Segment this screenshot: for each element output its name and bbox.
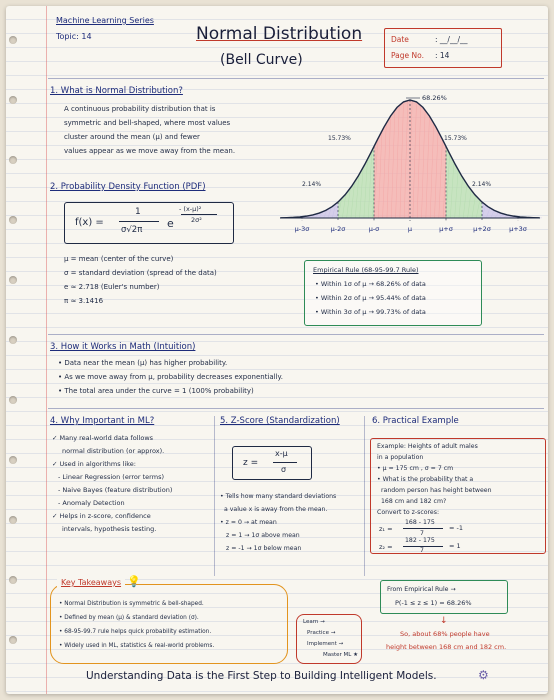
z1-numerator: 168 - 175 xyxy=(405,519,435,526)
pdf-numerator: 1 xyxy=(135,207,141,217)
example-line: • What is the probability that a xyxy=(377,476,474,483)
example-line: in a population xyxy=(377,454,424,461)
empirical-result-box xyxy=(380,580,508,614)
gear-brain-icon: ⚙ xyxy=(478,668,489,682)
section-5-body xyxy=(220,490,370,555)
date-label: Date xyxy=(391,35,409,44)
pdf-e: e xyxy=(167,217,174,230)
section-4-body xyxy=(52,432,212,536)
page-title: Normal Distribution xyxy=(196,24,363,44)
z1-denominator: 7 xyxy=(420,530,424,537)
pdf-denominator: σ√2π xyxy=(121,225,143,235)
binder-holes xyxy=(6,6,20,694)
example-line: 168 cm and 182 cm? xyxy=(381,498,447,505)
sigma-tick-label: μ-3σ xyxy=(294,225,310,233)
date-value: : __/__/__ xyxy=(435,35,468,44)
flow-steps xyxy=(303,617,358,661)
pct-label-low-right: 2.14% xyxy=(472,181,492,188)
section-4-line: ✓ Many real-world data follows xyxy=(52,434,154,442)
section-5-line: • Tells how many standard deviations xyxy=(220,493,337,500)
empirical-rule-item: • Within 3σ of μ → 99.73% of data xyxy=(315,308,426,316)
pdf-fx: f(x) = xyxy=(75,217,104,228)
sigma-tick-label: μ-σ xyxy=(368,225,380,233)
pct-label-low-left: 2.14% xyxy=(302,181,322,188)
section-3-line: • As we move away from μ, probability decreases exponentially. xyxy=(58,373,283,381)
answer-line: So, about 68% people have xyxy=(400,630,490,638)
pct-label-mid-right: 15.73% xyxy=(444,135,467,142)
section-1-line: values appear as we move away from the mean. xyxy=(64,147,236,155)
section-4-line: - Anomaly Detection xyxy=(58,499,125,507)
z-numerator: x-μ xyxy=(275,449,288,458)
section-3-body xyxy=(58,356,458,398)
pdf-exp-bar xyxy=(181,214,217,215)
section-1-heading: 1. What is Normal Distribution? xyxy=(50,86,183,96)
topic-label: Topic: 14 xyxy=(56,32,92,41)
sigma-tick-label: μ+σ xyxy=(439,225,453,233)
pdf-def: π ≈ 3.1416 xyxy=(64,297,104,305)
section-4-line: ✓ Used in algorithms like: xyxy=(52,460,136,468)
section-4-line: - Naive Bayes (feature distribution) xyxy=(58,486,173,494)
pdf-def: e ≈ 2.718 (Euler's number) xyxy=(64,283,160,291)
page-subtitle: (Bell Curve) xyxy=(220,52,303,68)
z1-label: z₁ = xyxy=(379,525,393,533)
section-5-line: • z = 0 → at mean xyxy=(220,519,277,526)
margin-line xyxy=(46,6,47,694)
section-4-line: normal distribution (or approx). xyxy=(62,447,165,455)
pdf-def: σ = standard deviation (spread of the data) xyxy=(64,269,217,277)
section-4-line: intervals, hypothesis testing. xyxy=(62,525,157,533)
pdf-exp-denominator: 2σ² xyxy=(191,216,202,224)
bell-curve-diagram xyxy=(276,90,544,242)
example-line: • μ = 175 cm , σ = 7 cm xyxy=(377,465,454,472)
pdf-def: μ = mean (center of the curve) xyxy=(64,255,174,263)
z2-numerator: 182 - 175 xyxy=(405,537,435,544)
section-4-line: - Linear Regression (error terms) xyxy=(58,473,164,481)
section-1-line: cluster around the mean (μ) and fewer xyxy=(64,133,200,141)
z1-result: = -1 xyxy=(449,524,463,532)
section-3-line: • Data near the mean (μ) has higher probability. xyxy=(58,359,228,367)
down-arrow-icon: ↓ xyxy=(440,616,448,626)
takeaway-item: • 68-95-99.7 rule helps quick probability estimation. xyxy=(59,629,212,635)
z1-bar xyxy=(403,528,443,529)
sigma-tick-label: μ+2σ xyxy=(473,225,491,233)
series-label: Machine Learning Series xyxy=(56,16,154,25)
flow-step: Master ML ★ xyxy=(323,652,359,658)
z-fraction-bar xyxy=(273,462,297,463)
section-1-line: symmetric and bell-shaped, where most values xyxy=(64,119,231,127)
section-3-line: • The total area under the curve = 1 (100% probability) xyxy=(58,387,254,395)
pdf-formula-box xyxy=(64,202,234,244)
curve-regions xyxy=(280,100,541,218)
section-1-body xyxy=(64,102,294,158)
empirical-rule-item: • Within 2σ of μ → 95.44% of data xyxy=(315,294,426,302)
section-5-line: a value x is away from the mean. xyxy=(224,506,328,513)
page-label: Page No. xyxy=(391,51,424,60)
takeaway-item: • Normal Distribution is symmetric & bell-shaped. xyxy=(59,601,204,607)
pdf-definitions xyxy=(64,252,294,308)
example-body xyxy=(377,441,545,518)
pct-label-center: 68.26% xyxy=(422,94,447,102)
example-line: random person has height between xyxy=(381,487,492,494)
page-value: : 14 xyxy=(435,51,450,60)
section-5-line: z = 1 → 1σ above mean xyxy=(226,532,300,539)
example-line: Example: Heights of adult males xyxy=(377,443,478,450)
footer-quote: Understanding Data is the First Step to Building Intelligent Models. xyxy=(86,670,437,682)
example-line: Convert to z-scores: xyxy=(377,509,440,516)
date-box xyxy=(384,28,502,68)
divider xyxy=(48,334,544,335)
flow-step: Implement → xyxy=(307,641,344,647)
flow-step: Practice → xyxy=(307,630,336,636)
z-label: z = xyxy=(243,458,259,468)
z2-label: z₂ = xyxy=(379,543,393,551)
sigma-tick-label: μ+3σ xyxy=(509,225,527,233)
empirical-result-line: From Empirical Rule → xyxy=(387,586,456,593)
section-4-heading: 4. Why Important in ML? xyxy=(50,416,155,426)
learning-flow-box xyxy=(296,614,362,664)
column-divider xyxy=(364,416,365,576)
empirical-rule-item: • Within 1σ of μ → 68.26% of data xyxy=(315,280,426,288)
key-takeaways-list xyxy=(59,597,285,653)
section-2-heading: 2. Probability Density Function (PDF) xyxy=(50,182,206,192)
empirical-rule-title: Empirical Rule (68-95-99.7 Rule) xyxy=(313,266,419,274)
example-answer xyxy=(386,628,546,654)
section-4-line: ✓ Helps in z-score, confidence xyxy=(52,512,151,520)
sigma-tick-label: μ-2σ xyxy=(330,225,346,233)
pdf-fraction-bar xyxy=(119,221,159,222)
empirical-result-line: P(-1 ≤ z ≤ 1) = 68.26% xyxy=(395,599,472,607)
takeaway-item: • Widely used in ML, statistics & real-world problems. xyxy=(59,643,215,649)
key-takeaways-heading: Key Takeaways xyxy=(57,578,125,587)
notebook-page xyxy=(6,6,548,694)
z-denominator: σ xyxy=(281,465,287,474)
lightbulb-icon: 💡 xyxy=(127,575,141,588)
key-takeaways-box xyxy=(50,575,288,664)
sigma-tick-label: μ xyxy=(407,225,413,233)
section-5-heading: 5. Z-Score (Standardization) xyxy=(220,416,340,426)
section-3-heading: 3. How it Works in Math (Intuition) xyxy=(50,342,196,352)
empirical-rule-box xyxy=(304,260,482,326)
divider xyxy=(48,408,544,409)
zscore-formula-box xyxy=(232,446,312,480)
header-divider xyxy=(48,78,544,79)
example-box xyxy=(370,438,546,554)
z2-result: = 1 xyxy=(449,542,461,550)
pct-label-mid-left: 15.73% xyxy=(328,135,351,142)
pdf-exp-numerator: - (x-μ)² xyxy=(179,205,202,213)
section-1-line: A continuous probability distribution that is xyxy=(64,105,216,113)
flow-step: Learn → xyxy=(303,619,325,625)
column-divider xyxy=(214,416,215,576)
z2-denominator: 7 xyxy=(420,547,424,554)
section-6-heading: 6. Practical Example xyxy=(372,416,459,426)
takeaway-item: • Defined by mean (μ) & standard deviation (σ). xyxy=(59,615,199,621)
section-5-line: z = -1 → 1σ below mean xyxy=(226,545,302,552)
answer-line: height between 168 cm and 182 cm. xyxy=(386,643,507,651)
